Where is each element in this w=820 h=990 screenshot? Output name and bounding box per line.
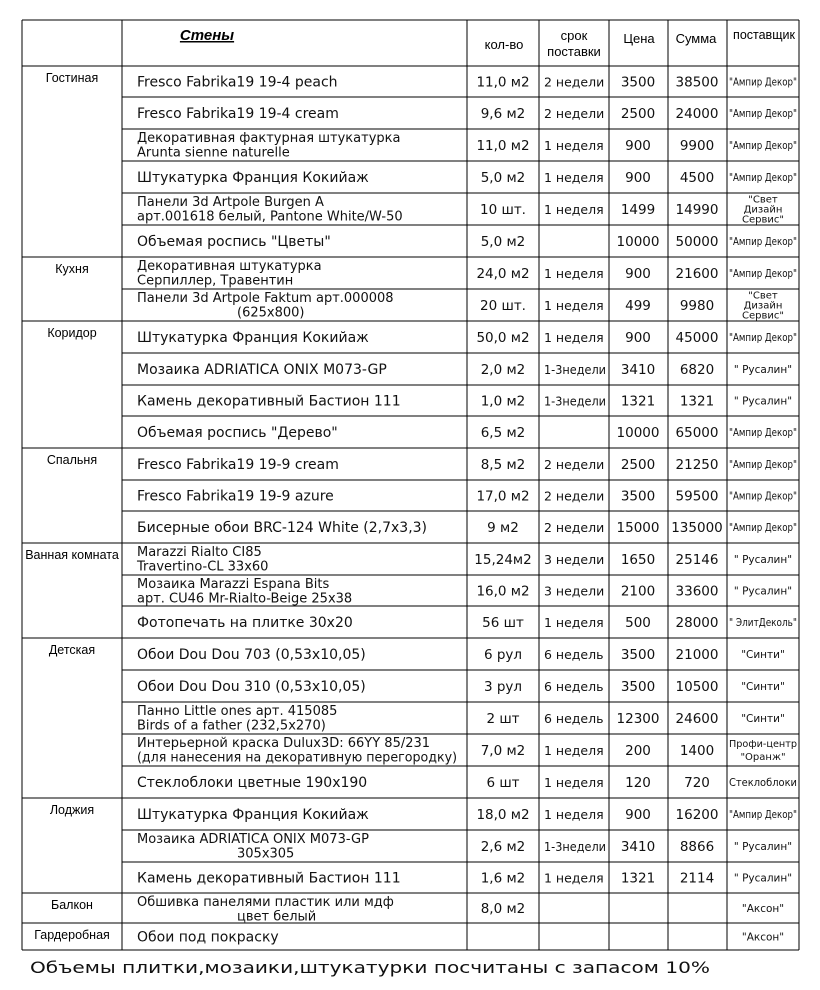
supplier-cell: "Синти" (741, 681, 785, 693)
qty-cell: 9,6 м2 (480, 106, 526, 122)
term-cell: 2 недели (544, 488, 605, 504)
item-description-line: Серпиллер, Травентин (137, 273, 294, 289)
room-label: Кухня (55, 262, 89, 276)
sum-cell: 38500 (675, 74, 719, 91)
room-label: Коридор (47, 326, 97, 340)
sum-cell: 33600 (675, 583, 719, 600)
header-qty: кол-во (484, 37, 524, 52)
price-cell: 2500 (620, 106, 656, 122)
supplier-cell: "Ампир Декор" (729, 522, 797, 534)
room-label: Гардеробная (34, 928, 110, 942)
price-cell: 3500 (620, 679, 656, 695)
item-description-line: цвет белый (237, 909, 317, 925)
qty-cell: 10 шт. (480, 202, 526, 218)
price-cell: 900 (625, 266, 651, 282)
sum-cell: 24000 (675, 106, 719, 122)
qty-cell: 6 шт (486, 775, 520, 791)
term-cell: 1 неделя (544, 330, 604, 345)
supplier-cell: "Ампир Декор" (729, 459, 797, 471)
item-description-line: Мозаика ADRIATICA ONIX M073-GP (137, 832, 369, 847)
sum-cell: 24600 (675, 711, 719, 727)
room-label: Детская (48, 643, 96, 657)
item-description-line: арт. CU46 Mr-Rialto-Beige 25x38 (137, 591, 353, 607)
qty-cell: 7,0 м2 (480, 743, 526, 759)
price-cell: 900 (625, 330, 651, 346)
price-cell: 2500 (620, 457, 656, 473)
sum-cell: 14990 (675, 202, 719, 218)
price-cell: 900 (625, 138, 651, 154)
term-cell: 1-3недели (544, 839, 606, 854)
term-cell: 6 недель (544, 711, 604, 726)
qty-cell: 6,5 м2 (480, 425, 526, 441)
header-supplier: поставщик (733, 28, 795, 42)
item-description: Камень декоративный Бастион 111 (137, 870, 401, 887)
item-description: Fresco Fabrika19 19-4 peach (137, 74, 338, 91)
sum-cell: 8866 (679, 839, 715, 855)
term-cell: 1 неделя (544, 138, 604, 153)
footnote: Объемы плитки,мозаики,штукатурки посчитаны с запасом 10% (30, 958, 710, 977)
supplier-cell: "Ампир Декор" (729, 76, 797, 89)
term-cell: 2 недели (544, 520, 605, 535)
item-description-line: Интерьерной краска Dulux3D: 66YY 85/231 (137, 736, 431, 751)
price-cell: 15000 (616, 520, 660, 536)
supplier-cell: "Ампир Декор" (729, 332, 797, 344)
supplier-cell: "Ампир Декор" (729, 268, 797, 280)
item-description-line: Arunta sienne naturelle (137, 145, 290, 161)
price-cell: 3500 (620, 488, 656, 505)
price-cell: 3410 (620, 362, 656, 378)
price-cell: 900 (625, 170, 651, 186)
qty-cell: 2 шт (486, 711, 520, 727)
qty-cell: 18,0 м2 (476, 807, 530, 823)
term-cell: 3 недели (544, 552, 605, 567)
sum-cell: 59500 (675, 488, 719, 505)
item-description: Штукатурка Франция Кокийаж (137, 170, 369, 186)
item-description: Объемая роспись "Цветы" (137, 234, 331, 250)
price-cell: 1499 (620, 202, 656, 218)
sum-cell: 4500 (679, 170, 715, 186)
term-cell: 2 недели (544, 457, 605, 472)
term-cell: 2 недели (544, 106, 605, 121)
supplier-cell-line: "Свет (748, 290, 778, 302)
sum-cell: 9900 (679, 138, 715, 154)
term-cell: 1 неделя (544, 807, 604, 822)
item-description-line: Обшивка панелями пластик или мдф (137, 895, 394, 910)
item-description: Бисерные обои BRC-124 White (2,7x3,3) (137, 520, 428, 536)
sum-cell: 21600 (675, 266, 719, 282)
price-cell: 10000 (616, 234, 660, 250)
item-description-line: Travertino-CL 33x60 (137, 559, 269, 575)
supplier-cell: " ЭлитДеколь" (729, 617, 797, 629)
header-sum: Сумма (675, 31, 717, 46)
item-description-line: (625x800) (237, 305, 305, 321)
sum-cell: 1400 (679, 743, 715, 759)
item-description-line: Декоративная фактурная штукатурка (137, 131, 401, 146)
qty-cell: 6 рул (483, 647, 523, 663)
price-cell: 12300 (616, 711, 660, 727)
price-cell: 10000 (616, 425, 660, 441)
term-cell: 1 неделя (544, 266, 604, 281)
term-cell: 1 неделя (544, 775, 604, 790)
item-description-line: Мозаика Marazzi Espana Bits (137, 577, 330, 592)
item-description-line: Birds of a father (232,5x270) (137, 718, 326, 734)
item-description: Объемая роспись "Дерево" (137, 425, 338, 441)
room-label: Гостиная (45, 71, 99, 85)
price-cell: 120 (625, 775, 651, 791)
term-cell: 6 недель (544, 647, 604, 662)
header-title: Стены (179, 27, 235, 44)
item-description-line: Панели 3d Artpole Burgen A (137, 195, 324, 210)
sum-cell: 21250 (675, 457, 719, 473)
qty-cell: 8,0 м2 (480, 901, 526, 917)
term-cell: 1-3недели (544, 393, 606, 409)
header-price: Цена (623, 31, 655, 46)
term-cell: 1 неделя (544, 170, 604, 185)
sum-cell: 21000 (675, 647, 719, 663)
qty-cell: 1,0 м2 (480, 393, 526, 410)
item-description: Штукатурка Франция Кокийаж (137, 807, 369, 823)
term-cell: 2 недели (544, 74, 605, 90)
item-description: Обои Dou Dou 703 (0,53x10,05) (137, 647, 366, 663)
sum-cell: 45000 (675, 330, 719, 346)
supplier-cell-line: Профи-центр (729, 739, 797, 750)
sum-cell: 1321 (679, 393, 715, 410)
item-description-line: арт.001618 белый, Pantone White/W-50 (137, 209, 403, 225)
room-label: Балкон (51, 898, 93, 912)
supplier-cell: " Русалин" (733, 364, 793, 376)
qty-cell: 11,0 м2 (476, 74, 530, 91)
price-cell: 3500 (620, 74, 656, 91)
term-cell: 1 неделя (544, 202, 604, 217)
sum-cell: 10500 (675, 679, 719, 695)
price-cell: 1650 (620, 552, 656, 568)
qty-cell: 2,6 м2 (480, 839, 526, 855)
supplier-cell: "Ампир Декор" (729, 140, 797, 152)
sum-cell: 28000 (675, 615, 719, 631)
sum-cell: 720 (684, 775, 710, 791)
item-description: Обои под покраску (137, 929, 279, 946)
item-description: Штукатурка Франция Кокийаж (137, 330, 369, 346)
sum-cell: 2114 (679, 870, 715, 887)
supplier-cell: " Русалин" (733, 585, 793, 598)
supplier-cell: "Синти" (741, 713, 785, 725)
item-description: Мозаика ADRIATICA ONIX M073-GP (137, 362, 387, 378)
supplier-cell: "Ампир Декор" (729, 108, 797, 120)
supplier-cell-line: Сервис" (742, 214, 784, 226)
qty-cell: 15,24м2 (474, 552, 532, 568)
qty-cell: 5,0 м2 (480, 170, 526, 186)
qty-cell: 50,0 м2 (476, 330, 530, 346)
sum-cell: 135000 (671, 520, 723, 536)
term-cell: 1 неделя (544, 298, 604, 313)
item-description: Fresco Fabrika19 19-9 azure (137, 488, 334, 505)
sum-cell: 50000 (675, 234, 719, 250)
supplier-cell-line: "Свет (748, 194, 778, 206)
price-cell: 3500 (620, 647, 656, 663)
price-cell: 200 (625, 743, 651, 759)
supplier-cell: Стеклоблоки (729, 777, 797, 789)
supplier-cell: " Русалин" (733, 395, 793, 408)
supplier-cell-line: Сервис" (742, 310, 784, 322)
qty-cell: 16,0 м2 (476, 583, 530, 600)
price-cell: 900 (625, 807, 651, 823)
supplier-cell: " Русалин" (733, 554, 793, 566)
supplier-cell: " Русалин" (733, 872, 793, 885)
supplier-cell: "Аксон" (741, 903, 785, 915)
qty-cell: 56 шт (482, 615, 524, 631)
header-term-line1: срок (560, 28, 588, 43)
room-label: Лоджия (49, 803, 95, 817)
qty-cell: 9 м2 (487, 520, 519, 536)
supplier-cell: "Ампир Декор" (729, 490, 797, 503)
sum-cell: 9980 (679, 298, 715, 314)
item-description: Камень декоративный Бастион 111 (137, 393, 401, 410)
supplier-cell-line: Дизайн (743, 204, 783, 216)
price-cell: 499 (625, 298, 651, 314)
supplier-cell-line: Дизайн (743, 300, 783, 312)
term-cell: 6 недель (544, 679, 604, 694)
term-cell: 3 недели (544, 583, 605, 599)
supplier-cell: "Ампир Декор" (729, 172, 797, 184)
room-label: Спальня (46, 453, 98, 467)
price-cell: 1321 (620, 870, 656, 887)
qty-cell: 8,5 м2 (480, 457, 526, 473)
sum-cell: 65000 (675, 425, 719, 441)
supplier-cell: "Синти" (741, 649, 785, 661)
sum-cell: 6820 (679, 362, 715, 378)
price-cell: 500 (625, 615, 651, 631)
price-cell: 3410 (620, 839, 656, 855)
sum-cell: 25146 (675, 552, 719, 568)
item-description-line: Marazzi Rialto CI85 (137, 545, 262, 560)
qty-cell: 17,0 м2 (476, 488, 530, 505)
item-description-line: Декоративная штукатурка (137, 259, 322, 274)
price-cell: 2100 (620, 583, 656, 600)
item-description: Обои Dou Dou 310 (0,53x10,05) (137, 679, 366, 695)
qty-cell: 20 шт. (480, 298, 526, 314)
supplier-cell: "Ампир Декор" (729, 236, 797, 248)
supplier-cell: "Ампир Декор" (729, 809, 797, 821)
qty-cell: 3 рул (483, 679, 523, 695)
supplier-cell: "Аксон" (741, 931, 785, 944)
item-description: Fresco Fabrika19 19-4 cream (137, 106, 339, 122)
supplier-cell: " Русалин" (733, 841, 793, 853)
sum-cell: 16200 (675, 807, 719, 823)
item-description-line: (для нанесения на декоративную перегородку) (137, 750, 457, 766)
item-description-line: Панно Little ones арт. 415085 (137, 704, 338, 719)
qty-cell: 11,0 м2 (476, 138, 530, 154)
room-label: Ванная комната (25, 548, 119, 562)
qty-cell: 5,0 м2 (480, 234, 526, 250)
qty-cell: 2,0 м2 (480, 362, 526, 378)
supplier-cell-line: "Оранж" (740, 752, 786, 763)
header-term-line2: поставки (547, 44, 601, 59)
item-description-line: Панели 3d Artpole Faktum арт.000008 (137, 291, 394, 306)
price-cell: 1321 (620, 393, 656, 410)
term-cell: 1 неделя (544, 870, 604, 886)
qty-cell: 1,6 м2 (480, 870, 526, 887)
item-description-line: 305x305 (237, 846, 295, 862)
item-description: Fresco Fabrika19 19-9 cream (137, 457, 339, 473)
term-cell: 1-3недели (544, 362, 606, 377)
supplier-cell: "Ампир Декор" (729, 427, 797, 439)
term-cell: 1 неделя (544, 743, 604, 758)
qty-cell: 24,0 м2 (476, 266, 530, 282)
item-description: Фотопечать на плитке 30x20 (137, 615, 353, 631)
term-cell: 1 неделя (544, 615, 604, 630)
item-description: Стеклоблоки цветные 190x190 (137, 775, 368, 791)
